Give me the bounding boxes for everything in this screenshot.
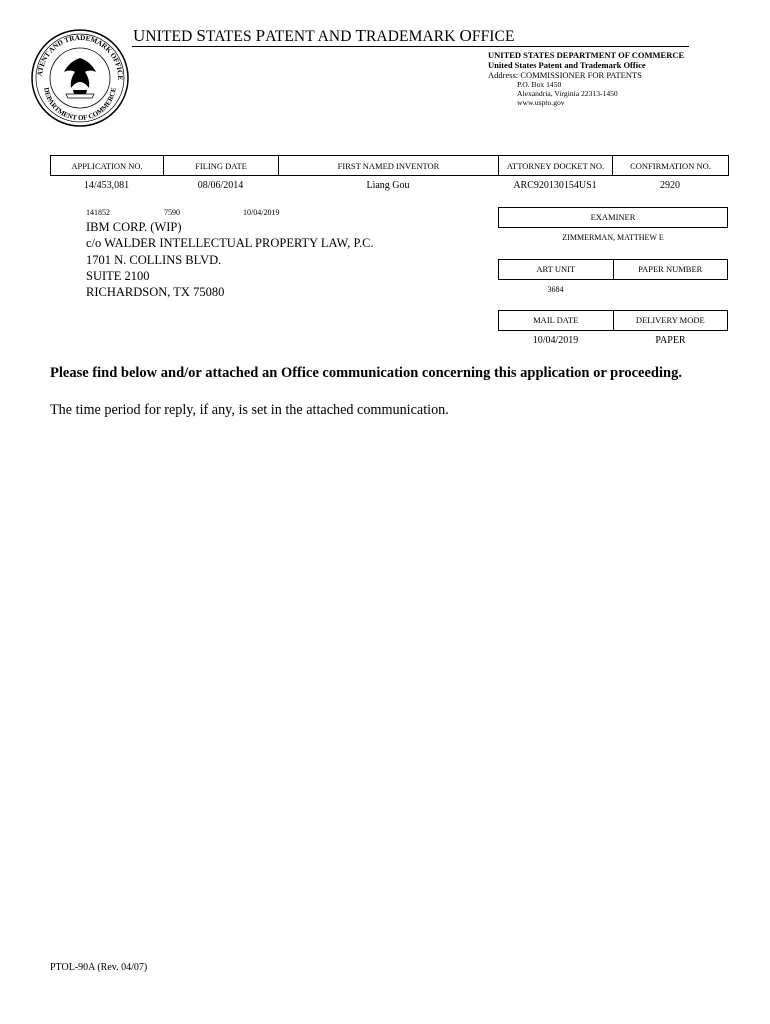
- examiner-label: EXAMINER: [498, 207, 728, 228]
- delivery-mode-value: PAPER: [655, 335, 686, 346]
- correspondence-address: [86, 219, 374, 300]
- correspondence-date: 10/04/2019: [243, 208, 280, 217]
- office-title: UNITED STATES PATENT AND TRADEMARK OFFICE: [133, 26, 515, 45]
- address-line: Address: COMMISSIONER FOR PATENTS: [488, 70, 642, 80]
- po-box: P.O. Box 1450: [517, 80, 562, 89]
- art-unit-header: [498, 259, 728, 280]
- website: www.uspto.gov: [517, 98, 565, 107]
- address-line-4: SUITE 2100: [86, 268, 150, 283]
- header-filing-date: FILING DATE: [164, 156, 279, 176]
- confirmation-no: 2920: [660, 180, 680, 191]
- eagle-icon: [64, 58, 96, 98]
- mail-date-label: MAIL DATE: [533, 315, 579, 325]
- address-line-1: IBM CORP. (WIP): [86, 220, 182, 234]
- mail-header: [498, 310, 728, 331]
- examiner-name: ZIMMERMAN, MATTHEW E: [562, 233, 664, 242]
- reply-period-text: The time period for reply, if any, is set in the attached communication.: [50, 402, 449, 418]
- customer-number: 141852: [86, 208, 110, 217]
- header-docket-no: ATTORNEY DOCKET NO.: [499, 156, 613, 176]
- header-application-no: APPLICATION NO.: [51, 156, 164, 176]
- seal-text-bottom: DEPARTMENT OF COMMERCE: [42, 86, 118, 123]
- title-rule: [132, 46, 689, 47]
- art-unit-value: 3684: [547, 285, 564, 294]
- art-unit-label: ART UNIT: [536, 264, 576, 274]
- seal-text-top: ATENT AND TRADEMARK OFFICE: [35, 33, 125, 81]
- mail-date-value: 10/04/2019: [532, 335, 579, 346]
- form-number: PTOL-90A (Rev. 04/07): [50, 962, 148, 973]
- application-no: 14/453,081: [83, 180, 130, 191]
- address-line-2: c/o WALDER INTELLECTUAL PROPERTY LAW, P.C.: [86, 236, 374, 251]
- address-line-5: RICHARDSON, TX 75080: [86, 285, 225, 300]
- address-line-3: 1701 N. COLLINS BLVD.: [86, 252, 222, 267]
- docket-no: ARC920130154US1: [513, 180, 597, 191]
- header-first-inventor: FIRST NAMED INVENTOR: [279, 156, 499, 176]
- first-inventor: Liang Gou: [366, 180, 410, 191]
- delivery-mode-label: DELIVERY MODE: [613, 311, 728, 330]
- header-confirmation-no: CONFIRMATION NO.: [613, 156, 729, 176]
- uspto-seal: [30, 28, 130, 128]
- table-header-row: [51, 156, 729, 176]
- paper-number-label: PAPER NUMBER: [613, 260, 728, 279]
- office-name: United States Patent and Trademark Office: [488, 60, 646, 70]
- department-block: [488, 50, 684, 107]
- city: Alexandria, Virginia 22313-1450: [517, 89, 618, 98]
- department-name: UNITED STATES DEPARTMENT OF COMMERCE: [488, 50, 685, 60]
- application-table: [50, 155, 729, 176]
- notice-text: Please find below and/or attached an Office communication concerning this application or proceeding.: [50, 365, 682, 381]
- filing-date: 08/06/2014: [197, 180, 244, 191]
- correspondence-code: 7590: [164, 208, 180, 217]
